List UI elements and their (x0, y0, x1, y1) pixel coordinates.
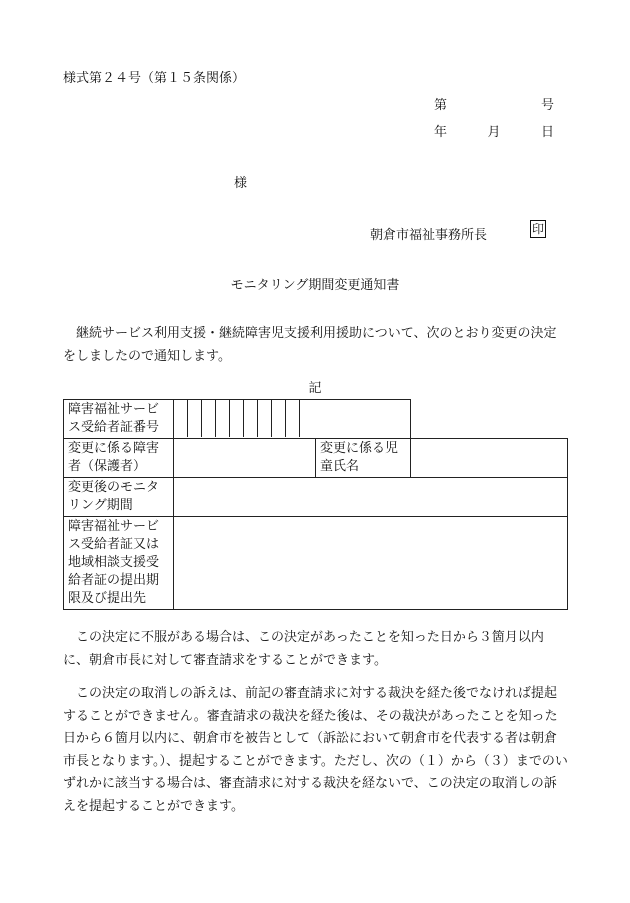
day-label: 日 (540, 125, 554, 140)
document-number-line (434, 94, 554, 113)
addressee-suffix: 様 (234, 176, 248, 191)
appeal-paragraph-1: この決定に不服がある場合は、この決定があったことを知った日から３箇月以内に、朝倉市長に対して審査請求をすることができます。 (63, 630, 544, 668)
blank-cell (411, 400, 568, 439)
month-label: 月 (487, 125, 501, 140)
number-prefix: 第 (434, 98, 448, 113)
issuer-name: 朝倉市福祉事務所長 (370, 228, 488, 243)
digit-box[interactable] (258, 400, 272, 437)
appeal-paragraph-2: この決定の取消しの訴えは、前記の審査請求に対する裁決を経た後でなければ提起することができません。審査請求の裁決を経た後は、その裁決があったことを知った日から６箇月以内に、朝倉市を被告として（訴訟において朝倉市を代表する者は朝倉市長となります。）、提起することができます。ただし、次の（１）から（３）までのいずれかに該当する場合は、審査請求に対する裁決を経ないで、この決定の取消しの訴えを提起することができます。 (63, 686, 568, 814)
digit-box[interactable] (230, 400, 244, 437)
digit-box[interactable] (216, 400, 230, 437)
year-label: 年 (434, 125, 448, 140)
table-row (64, 517, 568, 610)
monitoring-period-label: 変更後のモニタリング期間 (64, 478, 174, 517)
recipient-number-label: 障害福祉サービス受給者証番号 (64, 400, 174, 439)
table-row (64, 400, 568, 439)
digit-box[interactable] (300, 400, 314, 437)
table-row (64, 478, 568, 517)
digit-box[interactable] (174, 400, 188, 437)
intro-paragraph: 継続サービス利用支援・継続障害児支援利用援助について、次のとおり変更の決定をしましたので通知します。 (63, 326, 557, 364)
digit-box[interactable] (286, 400, 300, 437)
ki-heading: 記 (308, 381, 322, 396)
submission-deadline-value[interactable] (174, 517, 568, 610)
table-row (64, 439, 568, 478)
digit-box[interactable] (188, 400, 202, 437)
submission-deadline-label: 障害福祉サービス受給者証又は地域相談支援受給者証の提出期限及び提出先 (64, 517, 174, 610)
digit-box[interactable] (202, 400, 216, 437)
digit-box[interactable] (244, 400, 258, 437)
details-table (63, 399, 568, 610)
child-name-value[interactable] (411, 439, 568, 478)
form-number: 様式第２４号（第１５条関係） (63, 71, 246, 86)
seal-mark: 印 (531, 222, 544, 236)
affected-person-value[interactable] (174, 439, 316, 478)
affected-person-label: 変更に係る障害者（保護者） (64, 439, 174, 478)
digit-box[interactable] (272, 400, 286, 437)
document-title: モニタリング期間変更通知書 (230, 278, 400, 293)
recipient-number-digits[interactable] (174, 400, 411, 439)
child-name-label: 変更に係る児童氏名 (316, 439, 411, 478)
date-line (434, 121, 554, 140)
monitoring-period-value[interactable] (174, 478, 568, 517)
number-suffix: 号 (540, 98, 554, 113)
